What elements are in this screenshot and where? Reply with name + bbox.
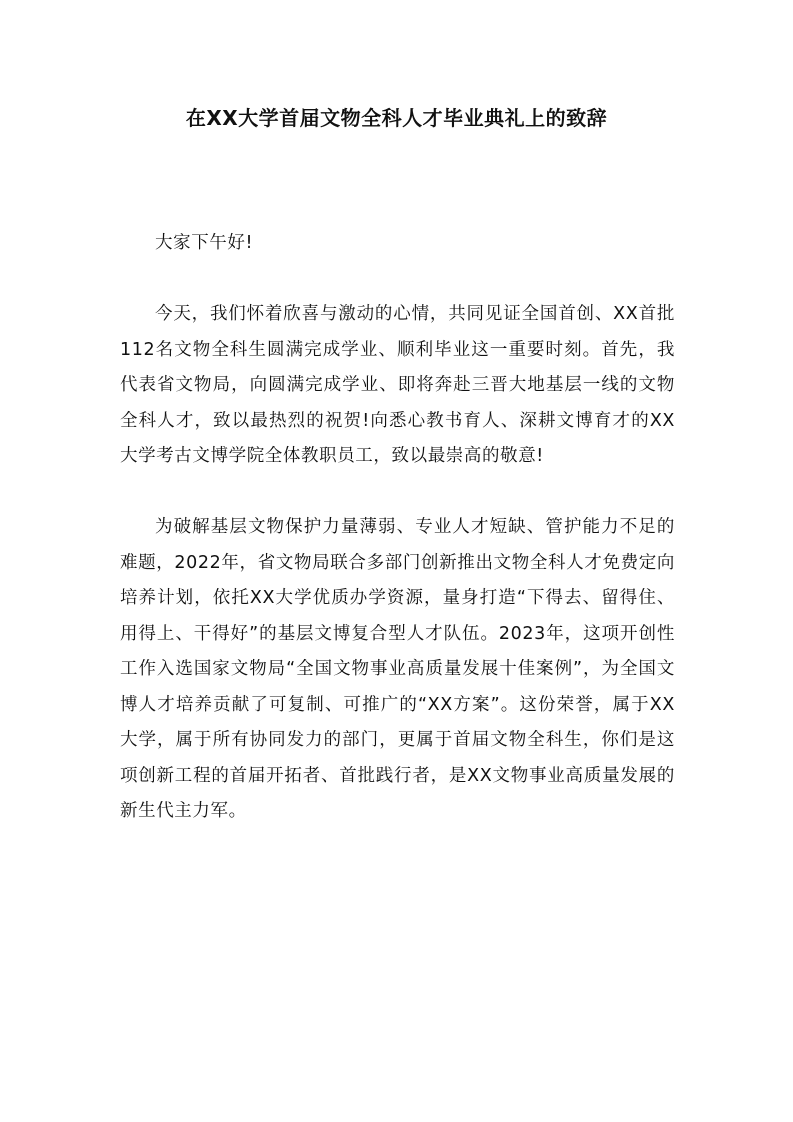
body-paragraph-2: 为破解基层文物保护力量薄弱、专业人才短缺、管护能力不足的难题，2022年，省文物局联合多部门创新推出文物全科人才免费定向培养计划，依托XX大学优质办学资源，量身打造“下得去、留得住、用得上、干得好”的基层文博复合型人才队伍。2023年，这项开创性工作入选国家文物局“全国文物事业高质量发展十佳案例”，为全国文博人才培养贡献了可复制、可推广的“XX方案”。这份荣誉，属于XX大学，属于所有协同发力的部门，更属于首届文物全科生，你们是这项创新工程的首届开拓者、首批践行者，是XX文物事业高质量发展的新生代主力军。 (120, 517, 675, 821)
document-body (120, 226, 675, 830)
paragraph-spacer (120, 475, 675, 511)
greeting-paragraph: 大家下午好! (155, 233, 254, 253)
body-paragraph-1: 今天，我们怀着欣喜与激动的心情，共同见证全国首创、XX首批112名文物全科生圆满完成学业、顺利毕业这一重要时刻。首先，我代表省文物局，向圆满完成学业、即将奔赴三晋大地基层一线的文物全科人才，致以最热烈的祝贺!向悉心教书育人、深耕文博育才的XX大学考古文博学院全体教职员工，致以最崇高的敬意! (120, 304, 675, 466)
paragraph-spacer (120, 262, 675, 298)
document-title: 在XX大学首届文物全科人才毕业典礼上的致辞 (185, 106, 608, 130)
